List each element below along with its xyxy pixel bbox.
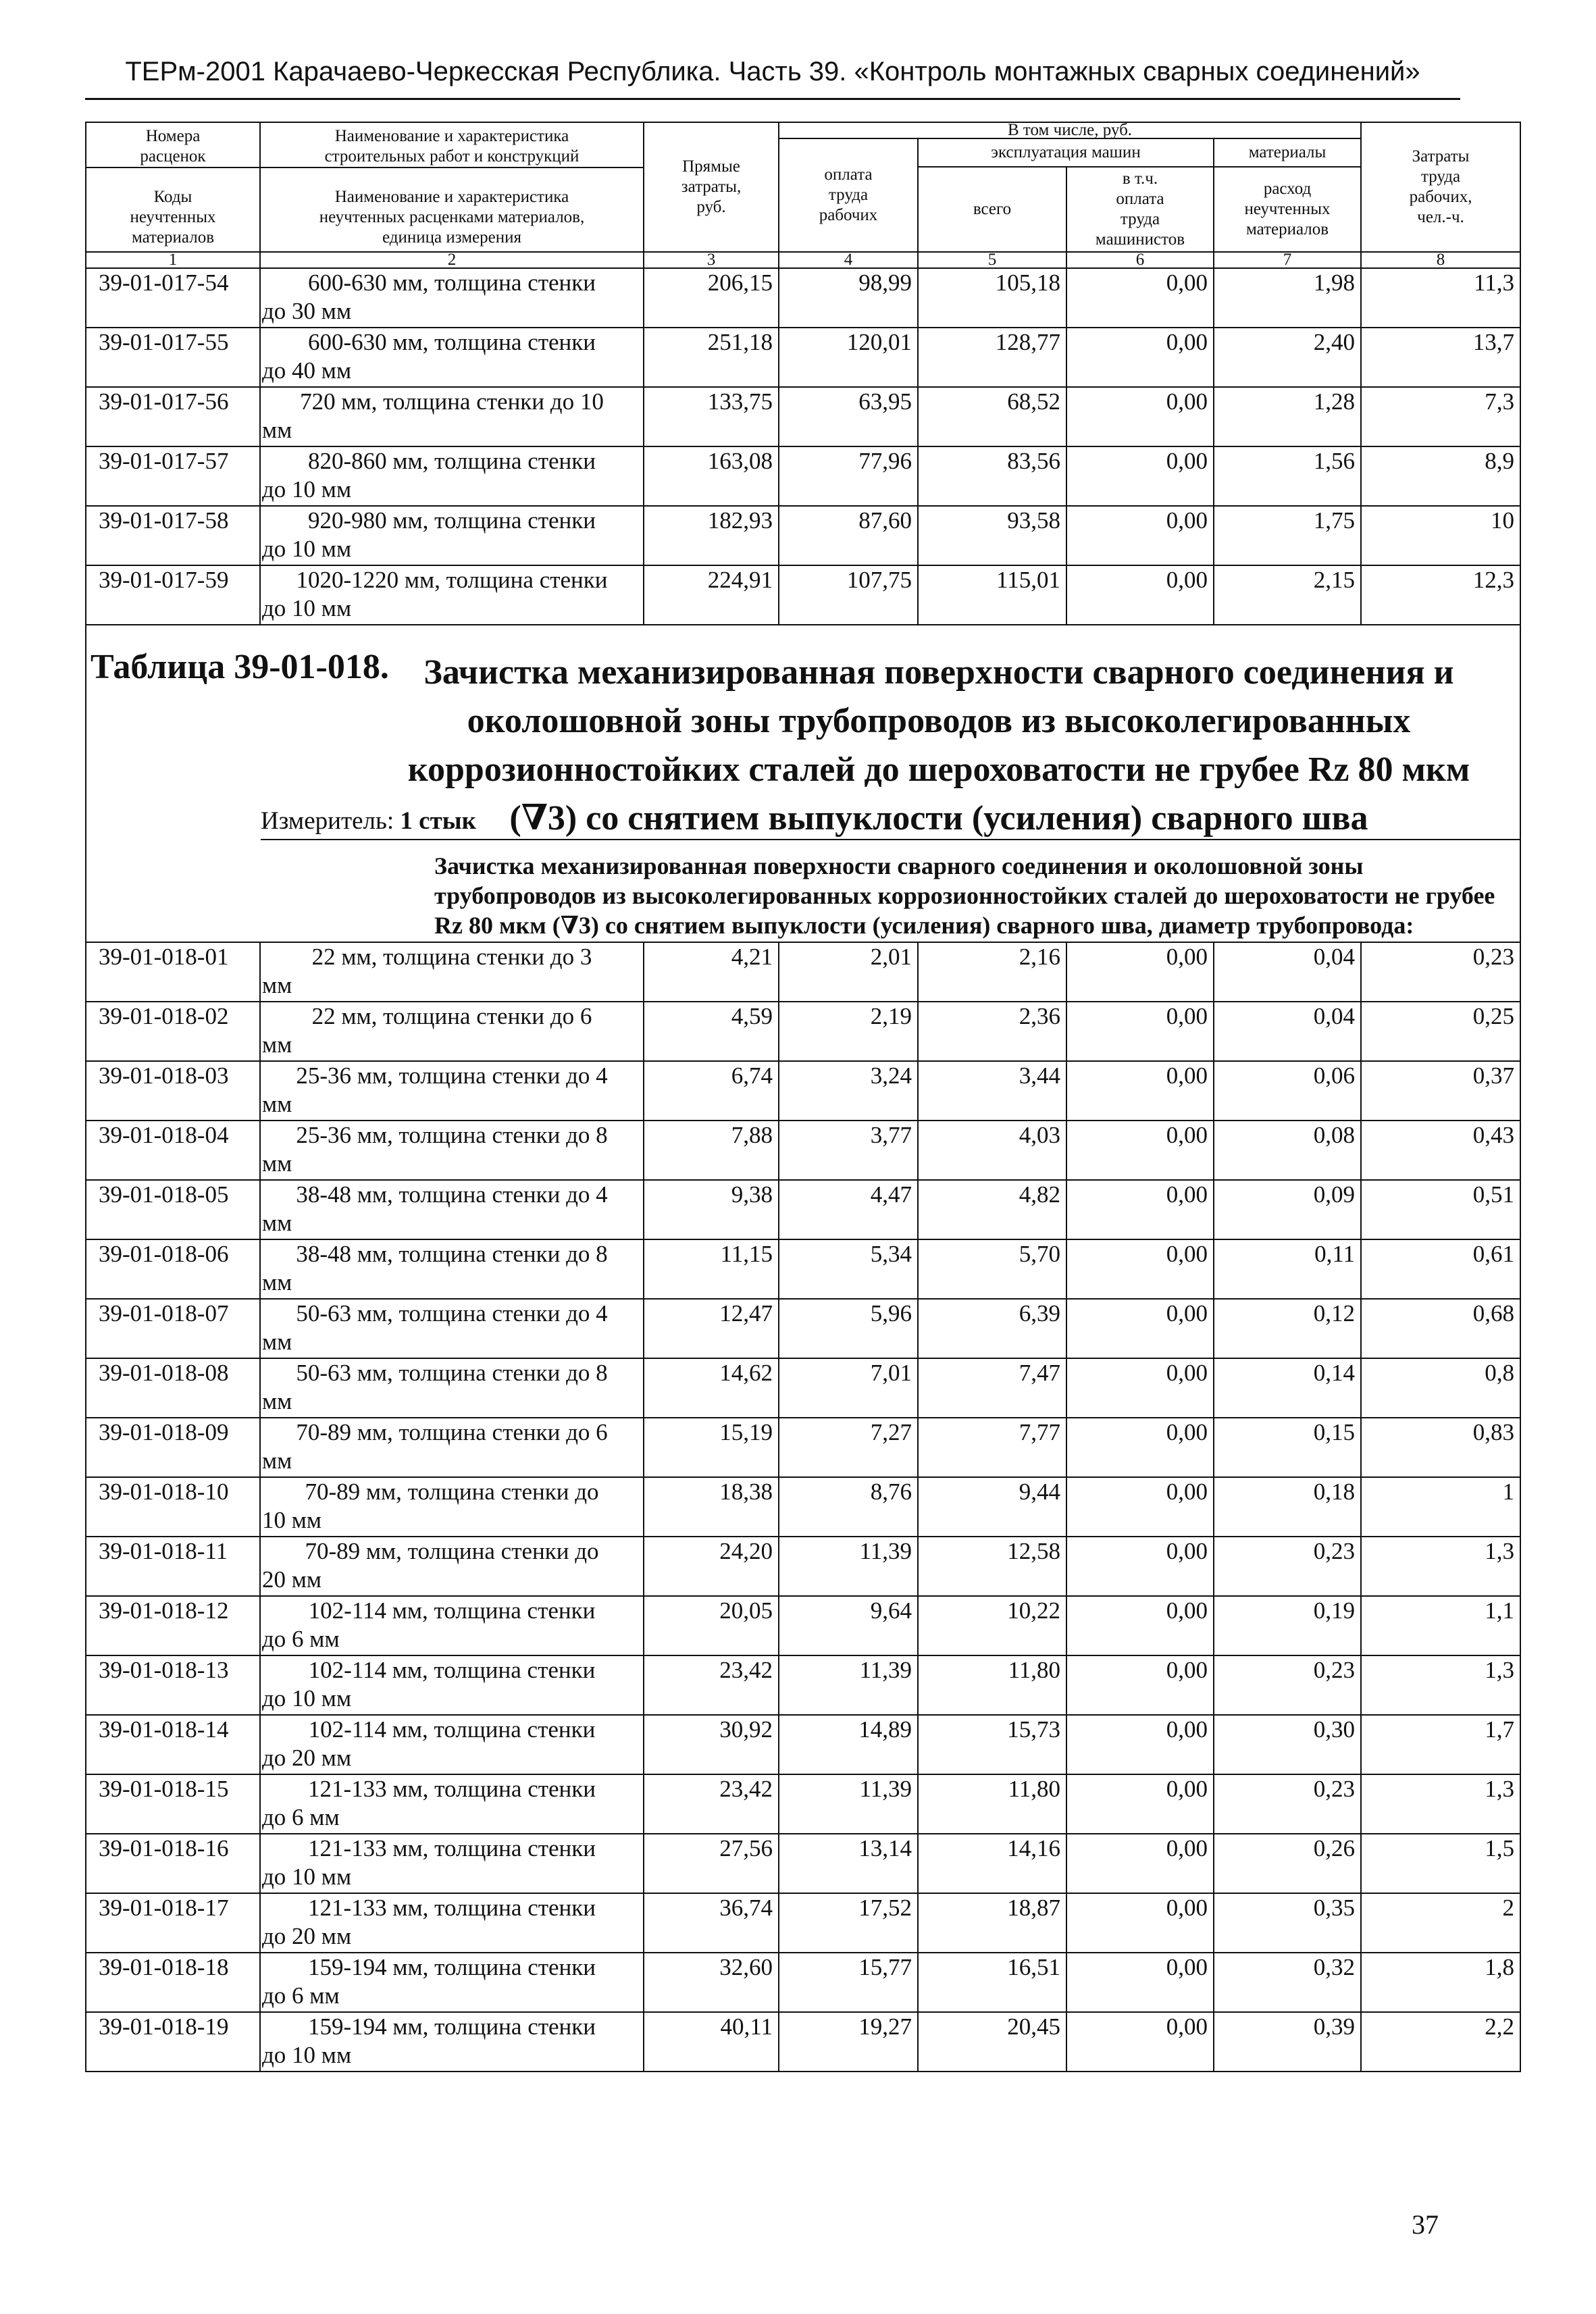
machinist-wages-cell: 0,00 [1066, 2012, 1214, 2072]
material-usage-cell: 0,23 [1214, 1774, 1361, 1834]
rate-description: 159-194 мм, толщина стенки до 6 мм [260, 1953, 644, 2012]
header-material-usage: расход неучтенных материалов [1214, 167, 1361, 252]
machinist-wages-cell: 0,00 [1066, 328, 1214, 387]
direct-costs-cell: 224,91 [644, 565, 779, 625]
rate-description: 25-36 мм, толщина стенки до 8 мм [260, 1121, 644, 1180]
rate-description: 70-89 мм, толщина стенки до 20 мм [260, 1537, 644, 1596]
header-including: В том числе, руб. [779, 122, 1361, 138]
worker-wages-cell: 77,96 [779, 446, 918, 506]
rate-description: 1020-1220 мм, толщина стенки до 10 мм [260, 565, 644, 625]
worker-wages-cell: 87,60 [779, 506, 918, 565]
rate-description: 50-63 мм, толщина стенки до 8 мм [260, 1358, 644, 1418]
table-title-block [86, 625, 1520, 848]
labor-hours-cell: 1,7 [1361, 1715, 1520, 1774]
machinist-wages-cell: 0,00 [1066, 1180, 1214, 1239]
direct-costs-cell: 182,93 [644, 506, 779, 565]
rate-code: 39-01-018-19 [86, 2012, 260, 2072]
labor-hours-cell: 10 [1361, 506, 1520, 565]
direct-costs-cell: 15,19 [644, 1418, 779, 1477]
rate-code: 39-01-018-05 [86, 1180, 260, 1239]
labor-hours-cell: 0,23 [1361, 942, 1520, 1002]
rate-description: 920-980 мм, толщина стенки до 10 мм [260, 506, 644, 565]
rate-code: 39-01-018-14 [86, 1715, 260, 1774]
labor-hours-cell: 8,9 [1361, 446, 1520, 506]
section-heading [260, 848, 1520, 942]
table-row [86, 942, 1520, 1002]
measure-rule [261, 839, 1520, 840]
table-row [86, 1596, 1520, 1655]
direct-costs-cell: 6,74 [644, 1061, 779, 1121]
direct-costs-cell: 36,74 [644, 1893, 779, 1953]
worker-wages-cell: 5,34 [779, 1239, 918, 1299]
worker-wages-cell: 11,39 [779, 1774, 918, 1834]
column-number: 8 [1361, 252, 1520, 268]
machinist-wages-cell: 0,00 [1066, 1121, 1214, 1180]
direct-costs-cell: 9,38 [644, 1180, 779, 1239]
labor-hours-cell: 1,3 [1361, 1774, 1520, 1834]
direct-costs-cell: 133,75 [644, 387, 779, 446]
rate-description: 121-133 мм, толщина стенки до 6 мм [260, 1774, 644, 1834]
labor-hours-cell: 0,83 [1361, 1418, 1520, 1477]
table-row [86, 1477, 1520, 1537]
rate-code: 39-01-017-56 [86, 387, 260, 446]
rate-code: 39-01-018-08 [86, 1358, 260, 1418]
rate-code: 39-01-018-04 [86, 1121, 260, 1180]
rate-description: 50-63 мм, толщина стенки до 4 мм [260, 1299, 644, 1358]
machines-total-cell: 83,56 [918, 446, 1066, 506]
machines-total-cell: 4,82 [918, 1180, 1066, 1239]
material-usage-cell: 0,32 [1214, 1953, 1361, 2012]
rate-code: 39-01-017-58 [86, 506, 260, 565]
measure-unit [261, 806, 476, 835]
labor-hours-cell: 1,8 [1361, 1953, 1520, 2012]
rate-code: 39-01-018-13 [86, 1655, 260, 1715]
rate-description: 38-48 мм, толщина стенки до 8 мм [260, 1239, 644, 1299]
direct-costs-cell: 20,05 [644, 1596, 779, 1655]
header-labor-hours: Затраты труда рабочих, чел.-ч. [1361, 122, 1520, 252]
machines-total-cell: 2,16 [918, 942, 1066, 1002]
machinist-wages-cell: 0,00 [1066, 1537, 1214, 1596]
worker-wages-cell: 14,89 [779, 1715, 918, 1774]
header-names: Наименование и характеристика строительных работ и конструкций Наименование и характеристика неучтенных расценками материалов, единица измерения [260, 122, 644, 252]
machinist-wages-cell: 0,00 [1066, 1239, 1214, 1299]
worker-wages-cell: 19,27 [779, 2012, 918, 2072]
rate-code: 39-01-017-54 [86, 268, 260, 328]
direct-costs-cell: 14,62 [644, 1358, 779, 1418]
direct-costs-cell: 11,15 [644, 1239, 779, 1299]
labor-hours-cell: 1,3 [1361, 1537, 1520, 1596]
direct-costs-cell: 24,20 [644, 1537, 779, 1596]
machines-total-cell: 4,03 [918, 1121, 1066, 1180]
direct-costs-cell: 251,18 [644, 328, 779, 387]
material-usage-cell: 1,56 [1214, 446, 1361, 506]
rate-code: 39-01-017-59 [86, 565, 260, 625]
rate-description: 22 мм, толщина стенки до 6 мм [260, 1002, 644, 1061]
machines-total-cell: 115,01 [918, 565, 1066, 625]
header-direct-costs: Прямые затраты, руб. [644, 122, 779, 252]
rate-description: 159-194 мм, толщина стенки до 10 мм [260, 2012, 644, 2072]
machinist-wages-cell: 0,00 [1066, 506, 1214, 565]
header-codes: Номера расценок Коды неучтенных материалов [86, 122, 260, 252]
header-machinist-wages: в т.ч. оплата труда машинистов [1066, 167, 1214, 252]
worker-wages-cell: 11,39 [779, 1655, 918, 1715]
worker-wages-cell: 7,27 [779, 1418, 918, 1477]
rate-code: 39-01-017-55 [86, 328, 260, 387]
table-row [86, 1358, 1520, 1418]
material-usage-cell: 1,98 [1214, 268, 1361, 328]
rate-code: 39-01-018-15 [86, 1774, 260, 1834]
direct-costs-cell: 206,15 [644, 268, 779, 328]
rate-code: 39-01-018-10 [86, 1477, 260, 1537]
column-number: 5 [918, 252, 1066, 268]
labor-hours-cell: 1,3 [1361, 1655, 1520, 1715]
machines-total-cell: 128,77 [918, 328, 1066, 387]
machinist-wages-cell: 0,00 [1066, 1774, 1214, 1834]
labor-hours-cell: 1,5 [1361, 1834, 1520, 1893]
table-row [86, 1002, 1520, 1061]
machines-total-cell: 68,52 [918, 387, 1066, 446]
table-row [86, 1061, 1520, 1121]
material-usage-cell: 0,04 [1214, 942, 1361, 1002]
labor-hours-cell: 0,51 [1361, 1180, 1520, 1239]
machines-total-cell: 14,16 [918, 1834, 1066, 1893]
header-machines-total: всего [918, 167, 1066, 252]
table-row [86, 1893, 1520, 1953]
rate-description: 25-36 мм, толщина стенки до 4 мм [260, 1061, 644, 1121]
rate-description: 102-114 мм, толщина стенки до 6 мм [260, 1596, 644, 1655]
worker-wages-cell: 17,52 [779, 1893, 918, 1953]
direct-costs-cell: 7,88 [644, 1121, 779, 1180]
table-row [86, 1418, 1520, 1477]
worker-wages-cell: 2,01 [779, 942, 918, 1002]
machinist-wages-cell: 0,00 [1066, 1834, 1214, 1893]
rate-description: 22 мм, толщина стенки до 3 мм [260, 942, 644, 1002]
rate-code: 39-01-018-17 [86, 1893, 260, 1953]
rate-description: 70-89 мм, толщина стенки до 6 мм [260, 1418, 644, 1477]
column-number: 7 [1214, 252, 1361, 268]
column-number: 4 [779, 252, 918, 268]
table-row [86, 446, 1520, 506]
worker-wages-cell: 13,14 [779, 1834, 918, 1893]
labor-hours-cell: 0,8 [1361, 1358, 1520, 1418]
labor-hours-cell: 0,37 [1361, 1061, 1520, 1121]
material-usage-cell: 1,75 [1214, 506, 1361, 565]
material-usage-cell: 0,30 [1214, 1715, 1361, 1774]
column-number: 6 [1066, 252, 1214, 268]
machinist-wages-cell: 0,00 [1066, 1299, 1214, 1358]
rate-description: 600-630 мм, толщина стенки до 40 мм [260, 328, 644, 387]
table-row [86, 1834, 1520, 1893]
table-row [86, 1180, 1520, 1239]
machinist-wages-cell: 0,00 [1066, 1002, 1214, 1061]
rate-code: 39-01-018-11 [86, 1537, 260, 1596]
header-rule [85, 98, 1460, 100]
machinist-wages-cell: 0,00 [1066, 387, 1214, 446]
rate-code: 39-01-018-16 [86, 1834, 260, 1893]
table-row [86, 1953, 1520, 2012]
rate-code: 39-01-018-02 [86, 1002, 260, 1061]
direct-costs-cell: 23,42 [644, 1774, 779, 1834]
column-number: 3 [644, 252, 779, 268]
table-row [86, 2012, 1520, 2072]
labor-hours-cell: 11,3 [1361, 268, 1520, 328]
labor-hours-cell: 1 [1361, 1477, 1520, 1537]
material-usage-cell: 0,11 [1214, 1239, 1361, 1299]
material-usage-cell: 2,15 [1214, 565, 1361, 625]
machines-total-cell: 16,51 [918, 1953, 1066, 2012]
labor-hours-cell: 0,25 [1361, 1002, 1520, 1061]
direct-costs-cell: 27,56 [644, 1834, 779, 1893]
rate-description: 820-860 мм, толщина стенки до 10 мм [260, 446, 644, 506]
page-number: 37 [1412, 2209, 1439, 2240]
machines-total-cell: 7,47 [918, 1358, 1066, 1418]
machines-total-cell: 9,44 [918, 1477, 1066, 1537]
labor-hours-cell: 2 [1361, 1893, 1520, 1953]
table-row [86, 1715, 1520, 1774]
table-row [86, 1537, 1520, 1596]
measure-label: Измеритель: [261, 807, 394, 835]
worker-wages-cell: 107,75 [779, 565, 918, 625]
machinist-wages-cell: 0,00 [1066, 1061, 1214, 1121]
worker-wages-cell: 15,77 [779, 1953, 918, 2012]
material-usage-cell: 0,04 [1214, 1002, 1361, 1061]
direct-costs-cell: 4,59 [644, 1002, 779, 1061]
worker-wages-cell: 7,01 [779, 1358, 918, 1418]
worker-wages-cell: 63,95 [779, 387, 918, 446]
material-usage-cell: 0,18 [1214, 1477, 1361, 1537]
machinist-wages-cell: 0,00 [1066, 942, 1214, 1002]
machines-total-cell: 3,44 [918, 1061, 1066, 1121]
table-row [86, 1239, 1520, 1299]
machinist-wages-cell: 0,00 [1066, 1893, 1214, 1953]
machinist-wages-cell: 0,00 [1066, 1715, 1214, 1774]
machines-total-cell: 20,45 [918, 2012, 1066, 2072]
machinist-wages-cell: 0,00 [1066, 565, 1214, 625]
machinist-wages-cell: 0,00 [1066, 1655, 1214, 1715]
labor-hours-cell: 2,2 [1361, 2012, 1520, 2072]
header-row-1 [86, 122, 1520, 138]
machinist-wages-cell: 0,00 [1066, 446, 1214, 506]
table-title: Зачистка механизированная поверхности сварного соединения и околошовной зоны трубопроводов из высоколегированных коррозионностойких сталей до шероховатости не грубее Rz 80 мкм (∇3) со снятием выпуклости (усиления) сварного шва [407, 653, 1470, 838]
rate-description: 102-114 мм, толщина стенки до 10 мм [260, 1655, 644, 1715]
table-row [86, 1774, 1520, 1834]
worker-wages-cell: 4,47 [779, 1180, 918, 1239]
material-usage-cell: 0,35 [1214, 1893, 1361, 1953]
header-worker-wages: оплата труда рабочих [779, 138, 918, 252]
section-heading-row [86, 848, 1520, 942]
material-usage-cell: 0,19 [1214, 1596, 1361, 1655]
rates-table [85, 122, 1521, 2072]
machines-total-cell: 6,39 [918, 1299, 1066, 1358]
table-row [86, 506, 1520, 565]
table-row [86, 1299, 1520, 1358]
machines-total-cell: 105,18 [918, 268, 1066, 328]
machines-total-cell: 7,77 [918, 1418, 1066, 1477]
table-row [86, 565, 1520, 625]
header-materials: материалы [1214, 138, 1361, 167]
labor-hours-cell: 13,7 [1361, 328, 1520, 387]
page-header-title: ТЕРм-2001 Карачаево-Черкесская Республика. Часть 39. «Контроль монтажных сварных соединений» [125, 57, 1420, 86]
material-usage-cell: 1,28 [1214, 387, 1361, 446]
rate-description: 102-114 мм, толщина стенки до 20 мм [260, 1715, 644, 1774]
table-row [86, 328, 1520, 387]
machines-total-cell: 10,22 [918, 1596, 1066, 1655]
table-row [86, 1655, 1520, 1715]
direct-costs-cell: 40,11 [644, 2012, 779, 2072]
rate-code: 39-01-018-06 [86, 1239, 260, 1299]
rate-description: 720 мм, толщина стенки до 10 мм [260, 387, 644, 446]
section-heading-text: Зачистка механизированная поверхности сварного соединения и околошовной зоны трубопроводов из высоколегированных коррозионностойких сталей до шероховатости не грубее Rz 80 мкм (∇3) со снятием выпуклости (усиления) сварного шва, диаметр трубопровода: [434, 852, 1495, 939]
machinist-wages-cell: 0,00 [1066, 1418, 1214, 1477]
direct-costs-cell: 23,42 [644, 1655, 779, 1715]
rate-description: 121-133 мм, толщина стенки до 20 мм [260, 1893, 644, 1953]
header-machines: эксплуатация машин [918, 138, 1214, 167]
material-usage-cell: 0,09 [1214, 1180, 1361, 1239]
rate-code: 39-01-018-09 [86, 1418, 260, 1477]
material-usage-cell: 0,15 [1214, 1418, 1361, 1477]
machines-total-cell: 12,58 [918, 1537, 1066, 1596]
material-usage-cell: 0,23 [1214, 1655, 1361, 1715]
direct-costs-cell: 4,21 [644, 942, 779, 1002]
rate-description: 38-48 мм, толщина стенки до 4 мм [260, 1180, 644, 1239]
machines-total-cell: 93,58 [918, 506, 1066, 565]
rate-description: 600-630 мм, толщина стенки до 30 мм [260, 268, 644, 328]
labor-hours-cell: 7,3 [1361, 387, 1520, 446]
column-number-row [86, 252, 1520, 268]
labor-hours-cell: 1,1 [1361, 1596, 1520, 1655]
machines-total-cell: 11,80 [918, 1774, 1066, 1834]
rate-code: 39-01-017-57 [86, 446, 260, 506]
material-usage-cell: 0,39 [1214, 2012, 1361, 2072]
table-number: Таблица 39-01-018. [91, 648, 389, 686]
column-number: 2 [260, 252, 644, 268]
table-row [86, 387, 1520, 446]
machines-total-cell: 15,73 [918, 1715, 1066, 1774]
material-usage-cell: 0,14 [1214, 1358, 1361, 1418]
rate-code: 39-01-018-01 [86, 942, 260, 1002]
machinist-wages-cell: 0,00 [1066, 1953, 1214, 2012]
worker-wages-cell: 98,99 [779, 268, 918, 328]
table-row [86, 1121, 1520, 1180]
machines-total-cell: 5,70 [918, 1239, 1066, 1299]
labor-hours-cell: 0,68 [1361, 1299, 1520, 1358]
direct-costs-cell: 18,38 [644, 1477, 779, 1537]
labor-hours-cell: 0,43 [1361, 1121, 1520, 1180]
machines-total-cell: 2,36 [918, 1002, 1066, 1061]
table-title-row [86, 625, 1520, 848]
direct-costs-cell: 12,47 [644, 1299, 779, 1358]
rate-code: 39-01-018-03 [86, 1061, 260, 1121]
table-row [86, 268, 1520, 328]
direct-costs-cell: 32,60 [644, 1953, 779, 2012]
rate-code: 39-01-018-07 [86, 1299, 260, 1358]
labor-hours-cell: 0,61 [1361, 1239, 1520, 1299]
section-blank [86, 848, 260, 942]
rate-description: 70-89 мм, толщина стенки до 10 мм [260, 1477, 644, 1537]
material-usage-cell: 2,40 [1214, 328, 1361, 387]
rate-code: 39-01-018-18 [86, 1953, 260, 2012]
material-usage-cell: 0,08 [1214, 1121, 1361, 1180]
worker-wages-cell: 9,64 [779, 1596, 918, 1655]
worker-wages-cell: 11,39 [779, 1537, 918, 1596]
material-usage-cell: 0,26 [1214, 1834, 1361, 1893]
material-usage-cell: 0,12 [1214, 1299, 1361, 1358]
worker-wages-cell: 8,76 [779, 1477, 918, 1537]
worker-wages-cell: 3,77 [779, 1121, 918, 1180]
material-usage-cell: 0,23 [1214, 1537, 1361, 1596]
machinist-wages-cell: 0,00 [1066, 268, 1214, 328]
column-number: 1 [86, 252, 260, 268]
machines-total-cell: 18,87 [918, 1893, 1066, 1953]
labor-hours-cell: 12,3 [1361, 565, 1520, 625]
worker-wages-cell: 2,19 [779, 1002, 918, 1061]
material-usage-cell: 0,06 [1214, 1061, 1361, 1121]
rate-description: 121-133 мм, толщина стенки до 10 мм [260, 1834, 644, 1893]
machines-total-cell: 11,80 [918, 1655, 1066, 1715]
machinist-wages-cell: 0,00 [1066, 1477, 1214, 1537]
worker-wages-cell: 120,01 [779, 328, 918, 387]
machinist-wages-cell: 0,00 [1066, 1358, 1214, 1418]
worker-wages-cell: 5,96 [779, 1299, 918, 1358]
direct-costs-cell: 30,92 [644, 1715, 779, 1774]
worker-wages-cell: 3,24 [779, 1061, 918, 1121]
machinist-wages-cell: 0,00 [1066, 1596, 1214, 1655]
direct-costs-cell: 163,08 [644, 446, 779, 506]
rate-code: 39-01-018-12 [86, 1596, 260, 1655]
measure-value: 1 стык [400, 807, 476, 835]
